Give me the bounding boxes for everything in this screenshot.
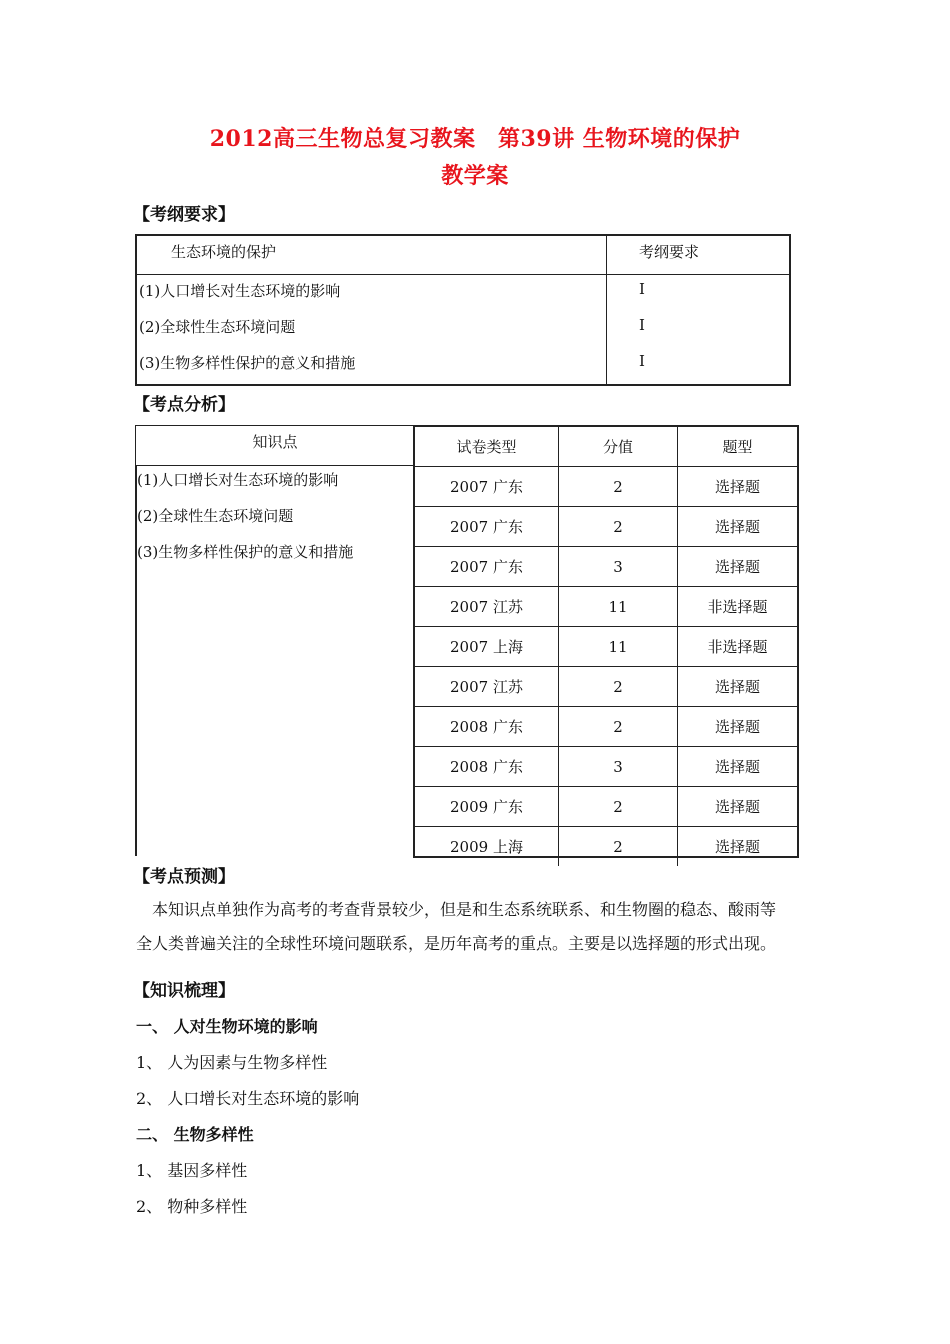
- syllabus-row-requirement: I: [639, 280, 645, 298]
- knowledge-heading: 【知识梳理】: [133, 981, 235, 1001]
- analysis-heading: 【考点分析】: [133, 395, 235, 415]
- score-cell: 2: [559, 787, 678, 827]
- score-cell: 11: [559, 627, 678, 667]
- syllabus-col-requirement: 考纲要求: [639, 243, 700, 261]
- analysis-knowledge-point: (1)人口增长对生态环境的影响: [137, 471, 339, 489]
- table-row: [415, 467, 797, 507]
- table-divider: [137, 274, 789, 275]
- table-header-row: [415, 427, 797, 467]
- paper-cell: 2007 广东: [415, 547, 559, 587]
- table-row: [415, 667, 797, 707]
- type-cell: 选择题: [678, 547, 798, 587]
- table-row: [415, 747, 797, 787]
- section-heading: 二、 生物多样性: [136, 1125, 254, 1144]
- type-cell: 选择题: [678, 707, 798, 747]
- list-item: 1、 基因多样性: [136, 1161, 248, 1180]
- paper-cell: 2009 上海: [415, 827, 559, 867]
- syllabus-col-topic: 生态环境的保护: [171, 243, 277, 261]
- table-row: [415, 507, 797, 547]
- prediction-paragraph: [136, 893, 816, 961]
- table-row: [415, 547, 797, 587]
- score-cell: 11: [559, 587, 678, 627]
- paper-cell: 2007 广东: [415, 507, 559, 547]
- analysis-col-score: 分值: [559, 427, 678, 467]
- list-item: 2、 物种多样性: [136, 1197, 248, 1216]
- paper-cell: 2008 广东: [415, 747, 559, 787]
- score-cell: 3: [559, 547, 678, 587]
- table-row: [415, 587, 797, 627]
- score-cell: 2: [559, 667, 678, 707]
- score-cell: 2: [559, 467, 678, 507]
- paper-cell: 2007 江苏: [415, 587, 559, 627]
- syllabus-table: [135, 234, 791, 386]
- section-heading: 一、 人对生物环境的影响: [136, 1017, 318, 1036]
- table-row: [415, 827, 797, 867]
- score-cell: 2: [559, 507, 678, 547]
- paper-cell: 2007 广东: [415, 467, 559, 507]
- analysis-knowledge-point: (2)全球性生态环境问题: [137, 507, 294, 525]
- table-row: [415, 707, 797, 747]
- syllabus-heading: 【考纲要求】: [133, 205, 235, 225]
- type-cell: 选择题: [678, 787, 798, 827]
- analysis-col-paper: 试卷类型: [415, 427, 559, 467]
- score-cell: 2: [559, 707, 678, 747]
- analysis-header-cell: [135, 425, 415, 466]
- table-divider: [606, 236, 607, 384]
- score-cell: 2: [559, 827, 678, 867]
- type-cell: 选择题: [678, 747, 798, 787]
- analysis-knowledge-point: (3)生物多样性保护的意义和措施: [137, 543, 354, 561]
- table-row: [415, 787, 797, 827]
- type-cell: 选择题: [678, 827, 798, 867]
- syllabus-row-requirement: I: [639, 352, 645, 370]
- paper-cell: 2007 上海: [415, 627, 559, 667]
- analysis-col-knowledge-point: 知识点: [252, 433, 298, 451]
- type-cell: 选择题: [678, 667, 798, 707]
- paragraph-line: 本知识点单独作为高考的考查背景较少，但是和生态系统联系、和生物圈的稳态、酸雨等: [152, 900, 777, 919]
- type-cell: 非选择题: [678, 587, 798, 627]
- list-item: 2、 人口增长对生态环境的影响: [136, 1089, 360, 1108]
- paper-cell: 2007 江苏: [415, 667, 559, 707]
- score-cell: 3: [559, 747, 678, 787]
- paper-cell: 2008 广东: [415, 707, 559, 747]
- table-row: [415, 627, 797, 667]
- syllabus-row-requirement: I: [639, 316, 645, 334]
- analysis-table: [413, 425, 799, 858]
- type-cell: 非选择题: [678, 627, 798, 667]
- syllabus-row-topic: (1)人口增长对生态环境的影响: [139, 282, 341, 300]
- prediction-heading: 【考点预测】: [133, 867, 235, 887]
- paragraph-line: 全人类普遍关注的全球性环境问题联系，是历年高考的重点。主要是以选择题的形式出现。: [136, 934, 777, 953]
- type-cell: 选择题: [678, 467, 798, 507]
- paper-cell: 2009 广东: [415, 787, 559, 827]
- list-item: 1、 人为因素与生物多样性: [136, 1053, 328, 1072]
- syllabus-row-topic: (2)全球性生态环境问题: [139, 318, 296, 336]
- syllabus-row-topic: (3)生物多样性保护的意义和措施: [139, 354, 356, 372]
- document-subtitle: 教学案: [441, 163, 509, 189]
- document-title: 2012高三生物总复习教案 第39讲 生物环境的保护: [209, 126, 741, 152]
- type-cell: 选择题: [678, 507, 798, 547]
- analysis-col-question-type: 题型: [678, 427, 798, 467]
